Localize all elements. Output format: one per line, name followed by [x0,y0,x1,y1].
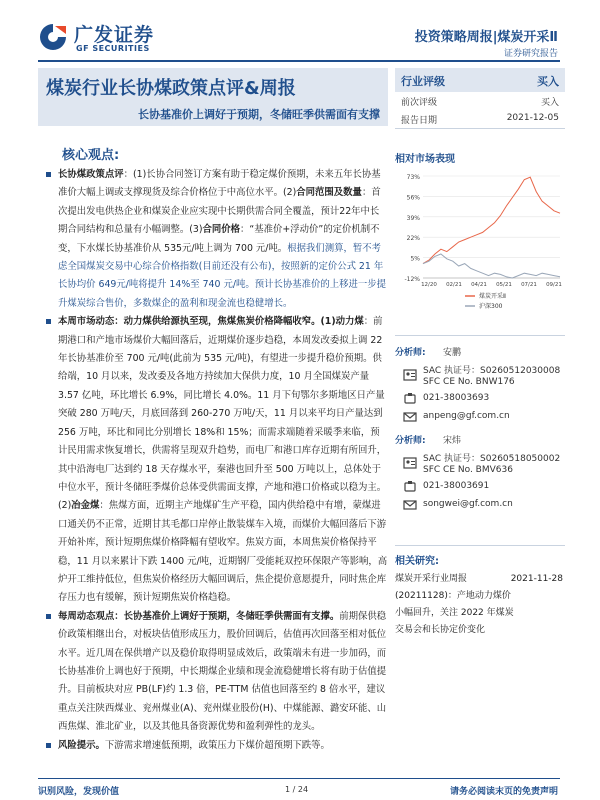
core-views-body [40,166,388,755]
analyst1-email-row [395,408,565,426]
footer-disclaimer: 请务必阅读末页的免责声明 [449,787,558,797]
series-line-0 [423,177,560,263]
x-tick-label: 09/21 [546,282,562,288]
para2-text-b: ：焦煤方面，近期主产地煤矿生产平稳，国内供给稳中有增，蒙煤进口通关仍不正常，近期甘其毛都口岸停止散装煤车入境，而煤价大幅回落后下游开始补库，预计短期焦煤价格降幅有望收窄。焦炭方面，本周焦炭价格保持平稳，11 月以来累计下跌 1400 元/吨，近期钢厂受能耗双控环保限产等影响，高炉开工维持低位，但焦炭价格经历大幅回调后，焦企提价意愿提升，同时焦企库存压力也有缓解，预计短期焦炭价格趋稳。 [58,500,388,604]
x-tick-label: 05/21 [496,282,512,288]
research-line-4: 交易会和长协定价变化 [395,625,486,635]
analyst2-email[interactable]: songwei@gf.com.cn [423,499,513,509]
prev-rating-label: 前次评级 [401,98,438,108]
prev-rating-value: 买入 [540,98,559,108]
analyst-heading-2: 分析师: [395,436,426,446]
x-tick-label: 12/20 [421,282,437,288]
y-tick-label: 5% [410,255,420,263]
analyst-divider [395,335,565,336]
para1-text-a: ：(1)长协合同签订方案有助于稳定煤价预期，未来五年长协基准价大幅上调或支撑现货及综合价格位于中高位水平。(2) [58,169,381,199]
y-tick-label: 56% [406,194,420,202]
rating-box [395,68,565,129]
x-tick-label: 02/21 [446,282,462,288]
analyst2-name: 宋炜 [443,436,462,446]
para1-text-c: ：“基准价+浮动价”的定价机制不变，下水煤长协基准价从 535元/吨上调为 700 元/吨。 [58,224,380,254]
id-card-icon [403,368,417,382]
para2-text-a: ：前期港口和产地市场煤价大幅回落后，近期煤价逐步趋稳，本周发改委拟上调 22 年长协基准价至 700 元/吨(此前为 535 元/吨)，有望进一步提升稳价预期。供给端，10 月以来，发改委及各地方持续加大保供力度，10 月全国煤炭产量 3.57 亿吨，环比增长 6.9%，同比增长 4.0%。11 月下旬鄂尔多斯地区日产量突破 280 万吨/天，月底回落到 260-270 万吨/天，11 月以来平均日产量达到 256 万吨，环比和同比分别增长 18%和 15%；而需求端随着采暖季来临，预计民用需求恢复增长，供需将呈现双升趋势，而电厂和港口库存近期有所回升，其中沿海电厂达到约 18 天存煤水平，秦港也回升至 500 万吨以上，总体处于中位水平，预计冬储旺季煤价总体受供需面支撑，产地和港口价格或以稳为主。(2) [58,316,387,512]
email-icon [403,498,417,512]
paragraph-market [40,313,388,608]
relative-performance-chart [395,150,565,325]
analyst1-sac-row [395,360,565,390]
id-card-icon [403,456,417,470]
analyst2-sfc: SFC CE No. BMV636 [423,465,513,475]
legend-label-coal: 煤炭开采Ⅱ [479,293,506,300]
page-number: 1 / 24 [285,785,309,794]
paragraph-weekly-view [40,608,388,737]
report-type: 投资策略周报|煤炭开采Ⅱ [414,30,558,45]
analyst2-email-row [395,496,565,514]
analyst-box [395,335,565,514]
page-title: 煤炭行业长协煤政策点评&周报 [46,78,296,99]
analyst1-sac: SAC 执证号：S0260512030008 [423,366,561,376]
analyst1-sfc: SFC CE No. BNW176 [423,377,515,387]
analyst1-email[interactable]: anpeng@gf.com.cn [423,411,510,421]
rating-divider [395,128,565,129]
research-title: 煤炭开采行业周报 [395,574,468,584]
analyst-heading: 分析师: [395,348,426,358]
paragraph-policy [40,166,388,313]
footer-divider [38,778,560,779]
y-tick-label: 73% [406,174,420,181]
bullet-icon [46,319,51,324]
research-line-2: (20211128)：产地动力煤价 [395,591,511,601]
legend-label-csi300: 沪深300 [479,303,503,310]
para2-bold-c: 冶金煤 [71,500,100,512]
y-tick-label: 39% [406,214,420,222]
rating-label: 行业评级 [401,75,445,88]
page-subtitle: 长协基准价上调好于预期，冬储旺季供需面有支撑 [138,108,380,121]
analyst2-sac: SAC 执证号：S0260518050002 [423,454,561,464]
header-divider [38,60,560,62]
phone-icon [403,392,417,406]
footer-slogan: 识别风险，发现价值 [38,787,120,797]
x-tick-label: 07/21 [521,282,537,288]
related-research-box [395,545,565,639]
para3-text: 前期保供稳价政策相继出台，对板块估值形成压力，股价回调后，估值再次回落至相对低位水平。近几周在保供增产以及稳价取得明显成效后，政策端未有进一步加码，而长协基准价上调也好于预期，中长期煤企业绩和现金流稳健增长将有助于估值提升。目前板块对应 PB(LF)约 1.3 倍，PE-TTM 估值也回落至约 8 倍水平，建议重点关注陕西煤业、兖州煤业(A)、兖州煤业股份(H)、中煤能源、潞安环能、山西焦煤、淮北矿业，以及其他具备资源优势和盈利弹性的龙头。 [58,610,387,733]
para1-text-b: ：首次提出发电供热企业和煤炭企业应实现中长期供需合同全覆盖，预计22年中长期合同结构和总量有小幅调整。(3) [58,187,381,236]
logo-name-en: GF SECURITIES [76,44,150,53]
research-divider [395,545,565,546]
company-logo [38,20,158,56]
research-date: 2021-11-28 [510,574,563,584]
report-date-value: 2021-12-05 [506,113,559,123]
analyst1-name-row [395,342,565,360]
para1-bold-c: 合同价格 [202,224,241,236]
para1-highlight: 根据我们测算，暂不考虑全国煤炭交易中心综合价格指数(目前还没有公布)，按照新的定价公式 21 年长协均价 649元/吨将提升 14%至 740 元/吨 [58,242,384,291]
analyst2-name-row [395,430,565,448]
report-subtype: 证券研究报告 [503,49,558,59]
chart-heading: 相对市场表现 [395,154,455,165]
analyst1-name: 安鹏 [443,348,462,358]
report-date-label: 报告日期 [401,116,438,126]
para4-text: 下游需求增速低预期，政策压力下煤价超预期下跌等。 [104,739,330,751]
report-date-row [395,110,565,128]
para2-bold-b: (1)动力煤 [320,316,364,328]
logo-name-cn: 广发证券 [74,24,155,46]
research-line-3: 小幅回升，关注 2022 年煤炭 [395,608,514,618]
research-heading: 相关研究: [395,556,439,567]
bullet-icon [46,614,51,619]
para1-bold-b: 合同范围及数量 [296,187,362,199]
para4-lead: 风险提示。 [58,739,105,751]
analyst2-phone-row [395,478,565,496]
bullet-icon [46,172,51,177]
research-item[interactable] [395,571,565,588]
y-tick-label: -12% [404,276,420,283]
para1-lead: 长协煤政策点评 [58,169,124,180]
paragraph-risk [40,737,388,755]
core-views-heading: 核心观点: [62,148,120,163]
rating-value: 买入 [537,75,559,88]
chart-svg [395,168,565,323]
analyst1-phone: 021-38003693 [423,393,490,403]
prev-rating-row [395,92,565,110]
bullet-icon [46,743,51,748]
para1-text-d: 。预计长协基准价的上移进一步提升煤炭综合售价，多数煤企的盈利和现金流也稳健增长。 [58,279,387,309]
logo-mark-icon [38,22,68,52]
phone-icon [403,480,417,494]
analyst2-phone: 021-38003691 [423,481,490,491]
analyst2-sac-row [395,448,565,478]
email-icon [403,410,417,424]
rating-header [395,68,565,92]
analyst1-phone-row [395,390,565,408]
x-tick-label: 04/21 [471,282,487,288]
para3-lead: 每周动态观点：长协基准价上调好于预期，冬储旺季供需面有支撑。 [58,610,340,622]
para2-lead: 本周市场动态：动力煤供给源执至现，焦煤焦炭价格降幅收窄。 [58,316,321,328]
y-tick-label: 22% [406,235,420,243]
